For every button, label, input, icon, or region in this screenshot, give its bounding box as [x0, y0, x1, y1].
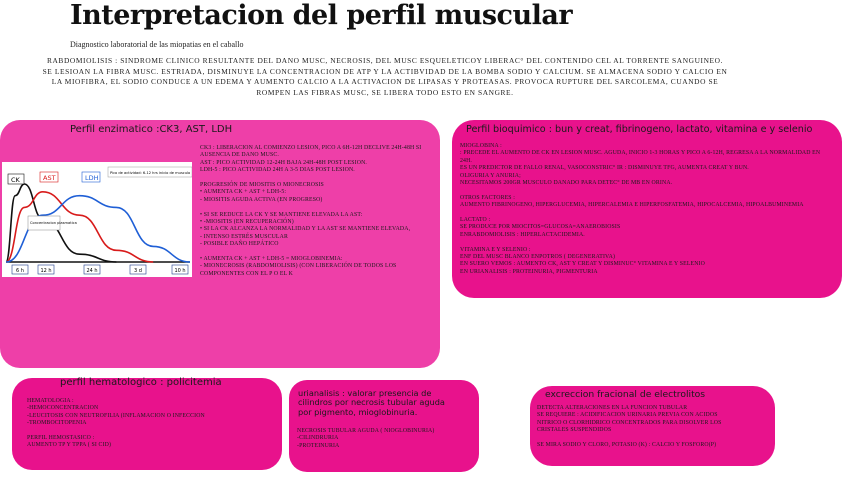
excrecion-line: SE MIRA SODIO Y CLORO, POTASIO (K) : CALCIO Y FOSFORO(P)	[537, 442, 717, 449]
enzimatico-line: CK3 : LIBERACION AL COMIENZO LESION, PICO A 6H-12H DECLIVE 24H-48H SI	[200, 145, 422, 151]
hematologico-line: -HEMOCONCENTRACION	[27, 405, 99, 412]
hematologico-line: AUMENTO TP Y TPPA ( SI CID)	[27, 442, 112, 449]
urianalisis-line: -PROTEINURIA	[297, 442, 340, 449]
x-tick-label: 12 h	[40, 268, 52, 274]
bioquimico-line: OLIGURIA Y ANURIA;	[460, 172, 521, 179]
x-tick-label: 3 d	[134, 268, 142, 274]
urianalisis-line: -CILINDRURIA	[297, 435, 339, 442]
enzimatico-line: AST : PICO ACTIVIDAD 12-24H BAJA 24H-48H POST LESION.	[200, 159, 367, 166]
enzimatico-line: • SI LA CK ALCANZA LA NORMALIDAD Y LA AST SE MANTIENE ELEVADA,	[200, 226, 411, 233]
chart-annotation: Concentracion plasmatica	[30, 221, 77, 225]
urianalisis-title-line: por pigmento, mioglobinuria.	[298, 406, 418, 417]
bioquimico-line: OTROS FACTORES :	[460, 194, 516, 201]
bioquimico-line: 24H.	[460, 157, 473, 164]
hematologico-line: HEMATOLOGIA :	[27, 398, 74, 404]
enzimatico-line: LDH-5 : PICO ACTIVIDAD 24H A 3-5 DIAS POST LESION.	[200, 167, 355, 174]
intro-paragraph: SE LESIOAN LA FIBRA MUSC. ESTRIADA, DISMINUYE LA CONCENTRACION DE ATP Y LA ACTIBVIDAD DE LA BOMBA SODIO Y CALCIUM. SE ALMACENA SODIO Y CALCIO EN LA MIOFIBRA, EL SODIO CONDUCE A UN EDEMA Y AUMENTO CALCIO A LA ACTIVACION DE LIPASAS Y PROTEASAS. PROVOCA RUPTURE DEL SARCOLEMA, CUANDO SE ROMPEN LAS FIBRAS MUSC, SE LIBERA TODO ESTO EN SANGRE.	[42, 66, 728, 97]
hematologico-body	[27, 398, 205, 450]
excrecion-line: SE REQUIERE : ACIDIFICACION URINARIA PREVIA CON ACIDOS	[537, 412, 718, 419]
hematologico-line: PERFIL HEMOSTASICO :	[27, 435, 95, 442]
chart-title: Pico de actividad: 6-12 hrs inicio de musculo	[110, 171, 191, 175]
activity-chart	[2, 162, 192, 277]
x-tick-label: 10 h	[174, 268, 186, 274]
hematologico-line: -TROMBOCITOPENIA	[27, 420, 87, 427]
enzimatico-line: - MIOSITIS AGUDA ACTIVA (EN PROGRESO)	[200, 196, 323, 203]
excrecion-line: CRISTALES SUSPENDIDOS	[537, 427, 612, 434]
bioquimico-body	[460, 143, 820, 276]
page-title: Interpretacion del perfil muscular	[70, 0, 573, 31]
excrecion-line: DETECTA ALTERACIONES EN LA FUNCION TUBULAR	[537, 405, 688, 411]
panel-enzimatico-title: Perfil enzimatico :CK3, AST, LDH	[70, 124, 233, 135]
enzimatico-line: - INTENSO ESTRÉS MUSCULAR	[200, 233, 288, 240]
bioquimico-line: AUMENTO FIBRINOGENO, HIPERGLUCEMIA, HIPERCALEMIA E HIPERFOSFATEMIA, HIPOCALCEMIA, HIPOALBUMINEMIA	[460, 202, 804, 209]
enzimatico-line: - POSIBLE DAÑO HEPÁTICO	[200, 241, 279, 248]
x-tick-label: 6 h	[16, 268, 24, 274]
excrecion-line: NITRICO O CLORHIDRICO CONCENTRADOS PARA DISOLVER LOS	[537, 419, 722, 426]
panel-urianalisis-title	[298, 389, 445, 417]
urianalisis-title-line: cilindros por necrosis tubular aguda	[298, 397, 445, 408]
bioquimico-line: EN URIANALISIS : PROTEINURIA, PIGMENTURIA	[460, 268, 598, 275]
panel-excrecion-title: excreccion fracional de electrolitos	[545, 389, 706, 400]
intro-text	[40, 56, 730, 98]
legend-ck: CK	[11, 176, 20, 184]
bioquimico-line: VITAMINA E Y SELENIO :	[460, 246, 531, 253]
urianalisis-title-line: urianalisis : valorar presencia de	[298, 388, 432, 398]
urianalisis-body	[297, 428, 434, 450]
enzimatico-line: PROGRESIÓN DE MIOSITIS O MIONECROSIS	[200, 182, 324, 189]
enzimatico-body	[200, 145, 421, 278]
bioquimico-line: MIOGLOBINA :	[460, 143, 502, 149]
excrecion-body	[537, 405, 722, 449]
bioquimico-line: NECESITAMOS 200GR MUSCULO DANADO PARA DETEC° DE MB EN ORINA.	[460, 180, 673, 187]
bioquimico-line: ENRABDOMIOLISIS : HIPERLACTACIDEMIA.	[460, 231, 585, 238]
x-tick-label: 24 h	[86, 268, 98, 274]
enzimatico-line: COMPONENTES CON EL P O EL K	[200, 270, 293, 277]
intro-paragraph: RABDOMIOLISIS : SINDROME CLINICO RESULTANTE DEL DANO MUSC, NECROSIS, DEL MUSC ESQUELETICOY LIBERAC° DEL CONTENIDO CEL AL TORRENTE SANGUINEO.	[46, 56, 724, 65]
page-subtitle: Diagnostico laboratorial de las miopatias en el caballo	[70, 40, 244, 49]
activity-chart-svg	[2, 162, 192, 277]
bioquimico-line: LACTATO :	[460, 217, 491, 224]
urianalisis-line: NECROSIS TUBULAR AGUDA ( NIOGLOBINURIA)	[297, 428, 435, 434]
bioquimico-line: : PRECEDE EL AUMENTO DE CK EN LESION MUSC. AGUDA, INICIO 1-3 HORAS Y PICO A 6-12H, REGRESA A LA NORMALIDAD EN	[460, 150, 821, 157]
bioquimico-line: SE PRODUCE POR MIOCITOS=GLUCOSA=ANAEROBIOSIS	[460, 224, 621, 231]
enzimatico-line: • AUMENTA CK + AST + LDH-5:	[200, 189, 287, 196]
panel-hematologico-title: perfil hematologico : policitemia	[60, 377, 222, 388]
enzimatico-line: AUSENCIA DE DANO MUSC.	[200, 152, 279, 159]
enzimatico-line: • SI SE REDUCE LA CK Y SE MANTIENE ELEVADA LA AST:	[200, 211, 363, 218]
bioquimico-line: EN SUERO VEMOS : AUMENTO CK, AST Y CREAT Y DISMINUC° VITAMINA E Y SELENIO	[460, 261, 705, 268]
bioquimico-line: ES UN PREDICTOR DE FALLO RENAL, VASOCONSTRIC° IR : DISMINUYE TFG, AUMENTA CREAT Y BUN.	[460, 165, 749, 172]
enzimatico-line: • AUMENTA CK + AST + LDH-5 = MIOGLOBINEMIA:	[200, 256, 343, 263]
legend-ldh: LDH	[85, 174, 99, 182]
hematologico-line: -LEUCITOSIS CON NEUTROFILIA (INFLAMACION O INFECCION	[27, 412, 205, 419]
legend-ast: AST	[43, 174, 56, 182]
enzimatico-line: - MIONECROSIS (RABDOMIOLISIS) (CON LIBERACIÓN DE TODOS LOS	[200, 263, 397, 270]
bioquimico-line: ENF DEL MUSC BLANCO ENPOTROS ( DEGENERATIVA)	[460, 254, 616, 261]
panel-bioquimico-title: Perfil bioquimico : bun y creat, fibrinogeno, lactato, vitamina e y selenio	[466, 124, 813, 135]
enzimatico-line: • -MIOSITIS (EN RECUPERACIÓN)	[200, 219, 294, 226]
